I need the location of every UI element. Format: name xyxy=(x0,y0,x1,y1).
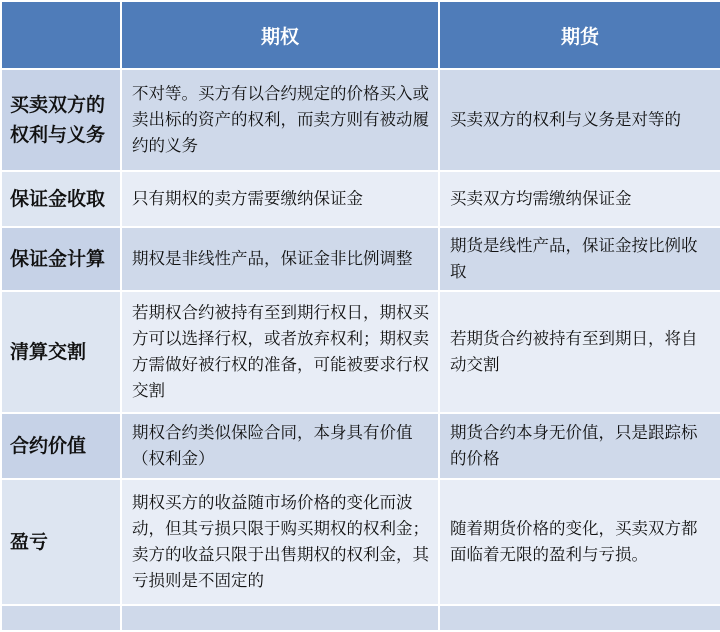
futures-cell: 随着期货价格的变化，买卖双方都面临着无限的盈利与亏损。 xyxy=(439,479,720,605)
footer-cell xyxy=(1,605,121,631)
row-label: 保证金计算 xyxy=(1,227,121,291)
row-label: 盈亏 xyxy=(1,479,121,605)
footer-row xyxy=(1,605,720,631)
row-label: 合约价值 xyxy=(1,413,121,479)
row-margin-collection xyxy=(1,171,720,227)
header-futures: 期货 xyxy=(439,1,720,69)
row-rights-obligations xyxy=(1,69,720,171)
futures-cell: 买卖双方均需缴纳保证金 xyxy=(439,171,720,227)
row-margin-calculation xyxy=(1,227,720,291)
options-cell: 若期权合约被持有至到期行权日，期权买方可以选择行权，或者放弃权利；期权卖方需做好被行权的准备，可能被要求行权交割 xyxy=(121,291,439,413)
row-clearing-delivery xyxy=(1,291,720,413)
options-cell: 期权买方的收益随市场价格的变化而波动，但其亏损只限于购买期权的权利金；卖方的收益只限于出售期权的权利金，其亏损则是不固定的 xyxy=(121,479,439,605)
header-row xyxy=(1,1,720,69)
options-cell: 只有期权的卖方需要缴纳保证金 xyxy=(121,171,439,227)
futures-cell: 期货是线性产品，保证金按比例收取 xyxy=(439,227,720,291)
row-contract-value xyxy=(1,413,720,479)
options-cell: 不对等。买方有以合约规定的价格买入或卖出标的资产的权利，而卖方则有被动履约的义务 xyxy=(121,69,439,171)
header-options: 期权 xyxy=(121,1,439,69)
row-label: 保证金收取 xyxy=(1,171,121,227)
row-label: 清算交割 xyxy=(1,291,121,413)
options-cell: 期权是非线性产品，保证金非比例调整 xyxy=(121,227,439,291)
footer-cell xyxy=(121,605,439,631)
footer-cell xyxy=(439,605,720,631)
header-corner xyxy=(1,1,121,69)
futures-cell: 若期货合约被持有至到期日，将自动交割 xyxy=(439,291,720,413)
futures-cell: 买卖双方的权利与义务是对等的 xyxy=(439,69,720,171)
options-cell: 期权合约类似保险合同，本身具有价值（权利金） xyxy=(121,413,439,479)
futures-cell: 期货合约本身无价值，只是跟踪标的价格 xyxy=(439,413,720,479)
row-label: 买卖双方的权利与义务 xyxy=(1,69,121,171)
row-profit-loss xyxy=(1,479,720,605)
